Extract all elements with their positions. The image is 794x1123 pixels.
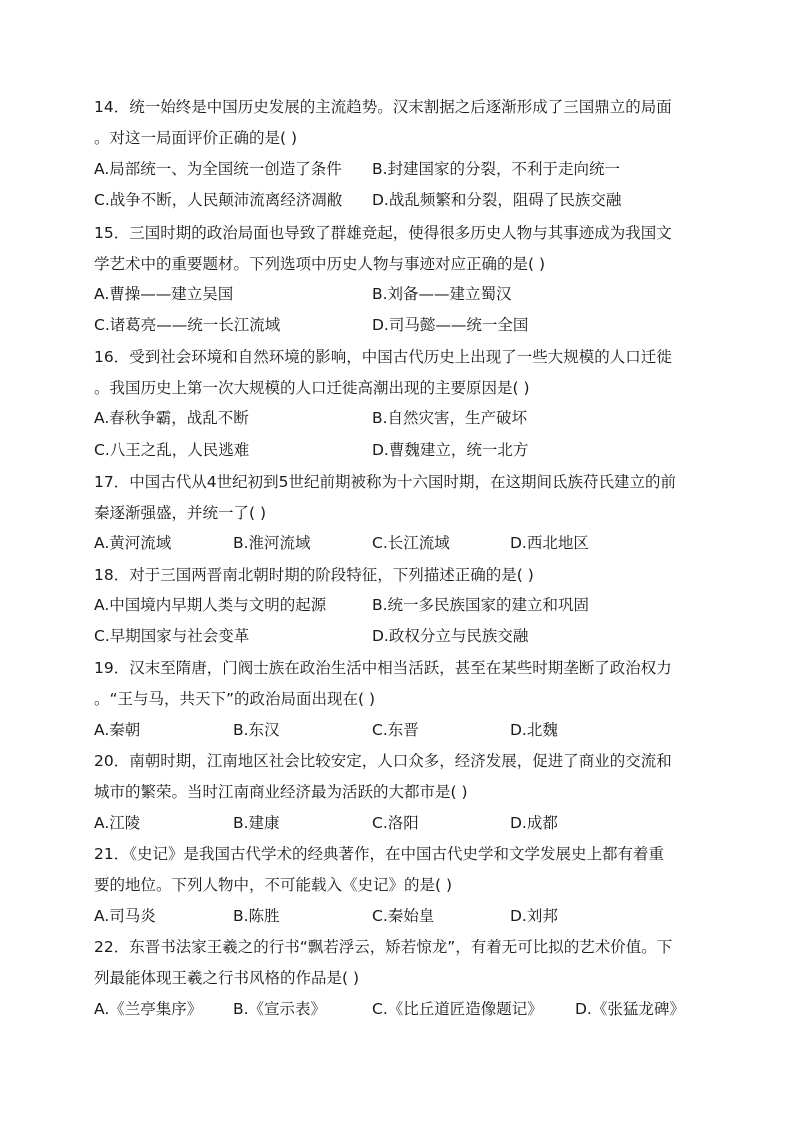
question-17-option-c: C.长江流域	[372, 534, 450, 552]
question-17-stem-line-1: 17．中国古代从4世纪初到5世纪前期被称为十六国时期，在这期间氐族苻氏建立的前	[94, 473, 676, 491]
question-16-option-c: C.八王之乱，人民逃难	[94, 441, 250, 459]
question-15-option-b: B.刘备——建立蜀汉	[372, 285, 512, 303]
question-20-option-d: D.成都	[510, 814, 558, 832]
question-18-stem: 18．对于三国两晋南北朝时期的阶段特征，下列描述正确的是( )	[94, 566, 534, 584]
question-21-option-b: B.陈胜	[233, 907, 280, 925]
question-21-option-d: D.刘邦	[510, 907, 558, 925]
question-19-option-a: A.秦朝	[94, 721, 141, 739]
question-20-stem-line-1: 20．南朝时期，江南地区社会比较安定，人口众多，经济发展，促进了商业的交流和	[94, 752, 672, 770]
question-21-stem-line-2: 要的地位。下列人物中，不可能载入《史记》的是( )	[94, 876, 453, 894]
question-14-stem-line-1: 14．统一始终是中国历史发展的主流趋势。汉末割据之后逐渐形成了三国鼎立的局面	[94, 98, 672, 116]
question-14-option-a: A.局部统一、为全国统一创造了条件	[94, 160, 342, 178]
question-16-option-b: B.自然灾害，生产破坏	[372, 409, 528, 427]
question-14-option-c: C.战争不断，人民颠沛流离经济凋敝	[94, 191, 343, 209]
question-20-option-a: A.江陵	[94, 814, 141, 832]
question-14-stem-line-2: 。对这一局面评价正确的是( )	[94, 129, 298, 147]
question-21-stem-line-1: 21．《史记》是我国古代学术的经典著作，在中国古代史学和文学发展史上都有着重	[94, 845, 664, 863]
question-18-option-d: D.政权分立与民族交融	[372, 627, 529, 645]
question-14-option-b: B.封建国家的分裂，不利于走向统一	[372, 160, 621, 178]
question-22-option-a: A.《兰亭集序》	[94, 1000, 203, 1018]
question-16-stem-line-1: 16．受到社会环境和自然环境的影响，中国古代历史上出现了一些大规模的人口迁徙	[94, 348, 672, 366]
question-19-stem-line-1: 19．汉末至隋唐，门阀士族在政治生活中相当活跃，甚至在某些时期垄断了政治权力	[94, 659, 672, 677]
question-21-option-c: C.秦始皇	[372, 907, 435, 925]
question-16-stem-line-2: 。我国历史上第一次大规模的人口迁徙高潮出现的主要原因是( )	[94, 379, 530, 397]
question-20-option-b: B.建康	[233, 814, 280, 832]
question-17-option-d: D.西北地区	[510, 534, 589, 552]
question-18-option-b: B.统一多民族国家的建立和巩固	[372, 596, 590, 614]
question-15-stem-line-1: 15．三国时期的政治局面也导致了群雄竞起，使得很多历史人物与其事迹成为我国文	[94, 224, 672, 242]
question-18-option-a: A.中国境内早期人类与文明的起源	[94, 596, 327, 614]
question-19-stem-line-2: 。“王与马，共天下”的政治局面出现在( )	[94, 690, 376, 708]
question-16-option-a: A.春秋争霸，战乱不断	[94, 409, 249, 427]
question-21-option-a: A.司马炎	[94, 907, 156, 925]
question-22-stem-line-2: 列最能体现王羲之行书风格的作品是( )	[94, 969, 360, 987]
question-15-option-d: D.司马懿——统一全国	[372, 316, 529, 334]
question-17-option-a: A.黄河流域	[94, 534, 172, 552]
question-17-option-b: B.淮河流域	[233, 534, 311, 552]
question-15-option-c: C.诸葛亮——统一长江流域	[94, 316, 281, 334]
question-14-option-d: D.战乱频繁和分裂，阻碍了民族交融	[372, 191, 622, 209]
question-22-option-c: C.《比丘道匠造像题记》	[372, 1000, 543, 1018]
question-15-option-a: A.曹操——建立吴国	[94, 285, 234, 303]
question-22-option-b: B.《宣示表》	[233, 1000, 327, 1018]
question-19-option-d: D.北魏	[510, 721, 558, 739]
question-19-option-c: C.东晋	[372, 721, 419, 739]
question-15-stem-line-2: 学艺术中的重要题材。下列选项中历史人物与事迹对应正确的是( )	[94, 255, 546, 273]
question-16-option-d: D.曹魏建立，统一北方	[372, 441, 529, 459]
question-18-option-c: C.早期国家与社会变革	[94, 627, 250, 645]
question-20-stem-line-2: 城市的繁荣。当时江南商业经济最为活跃的大都市是( )	[94, 783, 468, 801]
question-19-option-b: B.东汉	[233, 721, 280, 739]
question-22-option-d: D.《张猛龙碑》	[575, 1000, 685, 1018]
question-20-option-c: C.洛阳	[372, 814, 419, 832]
question-17-stem-line-2: 秦逐渐强盛，并统一了( )	[94, 504, 267, 522]
question-22-stem-line-1: 22．东晋书法家王羲之的行书“飘若浮云，矫若惊龙”，有着无可比拟的艺术价值。下	[94, 938, 673, 956]
